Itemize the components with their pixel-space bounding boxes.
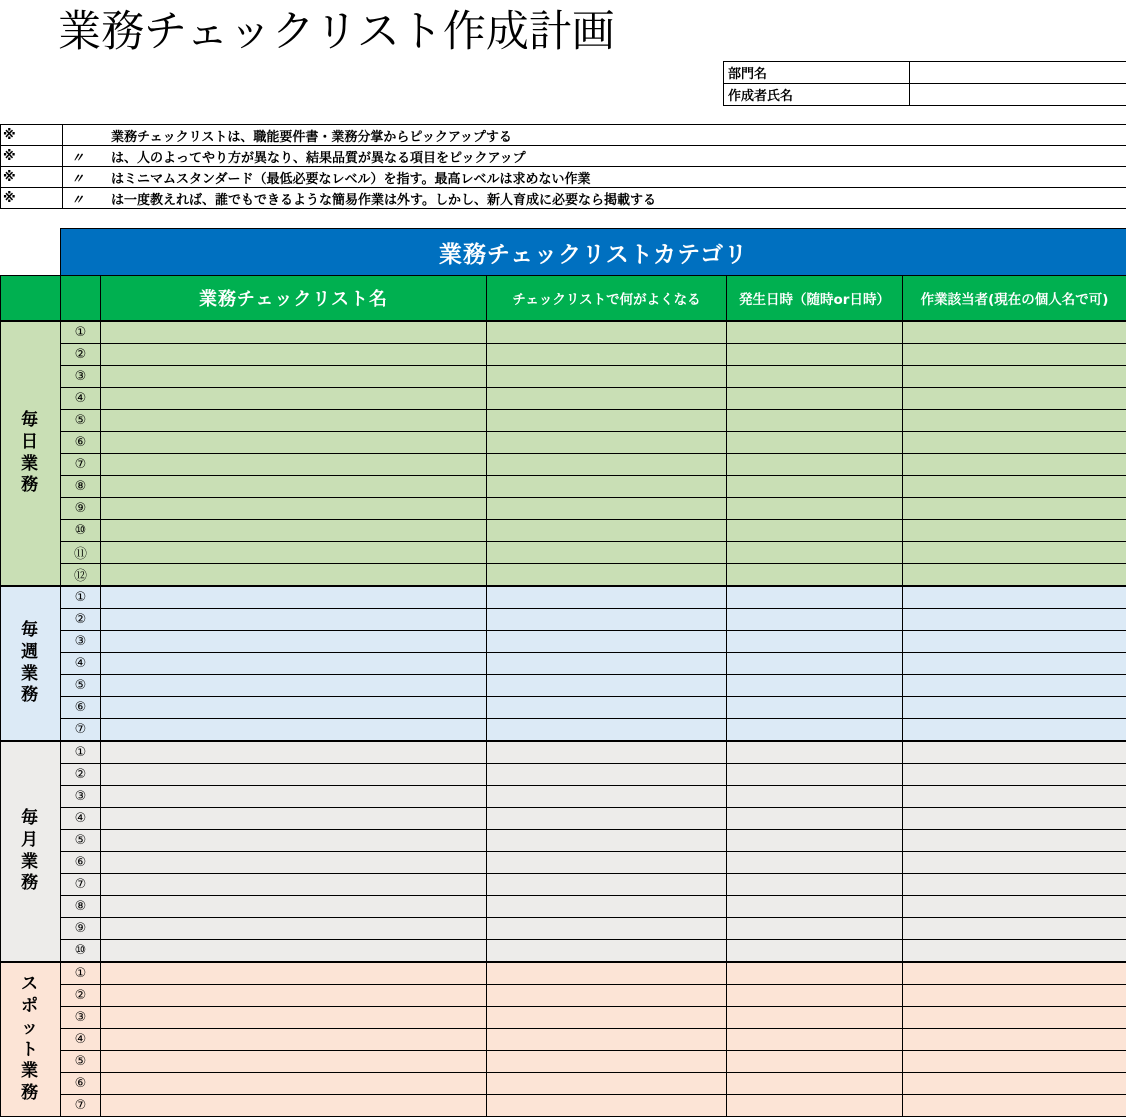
benefit-field[interactable] — [487, 410, 727, 432]
row-number: ⑤ — [61, 830, 101, 852]
checklist-name-field[interactable] — [101, 697, 487, 719]
row-number: ⑧ — [61, 896, 101, 918]
note-ditto: 〃 — [65, 147, 111, 166]
occurrence-field[interactable] — [727, 830, 903, 852]
benefit-field[interactable] — [487, 918, 727, 940]
occurrence-field[interactable] — [727, 896, 903, 918]
benefit-field[interactable] — [487, 432, 727, 454]
benefit-field[interactable] — [487, 940, 727, 963]
occurrence-field[interactable] — [727, 962, 903, 985]
info-row-author — [724, 84, 1126, 106]
benefit-field[interactable] — [487, 896, 727, 918]
section-label-char: 務 — [1, 873, 60, 895]
row-number: ⑨ — [61, 498, 101, 520]
occurrence-field[interactable] — [727, 874, 903, 896]
benefit-field[interactable] — [487, 564, 727, 587]
occurrence-field[interactable] — [727, 1051, 903, 1073]
column-header-row — [1, 276, 1126, 322]
assignee-field[interactable] — [903, 564, 1126, 587]
checklist-row — [1, 1095, 1126, 1117]
checklist-row — [1, 542, 1126, 564]
checklist-row — [1, 719, 1126, 742]
occurrence-field[interactable] — [727, 741, 903, 764]
occurrence-field[interactable] — [727, 432, 903, 454]
checklist-row — [1, 830, 1126, 852]
note-body: は一度教えれば、誰でもできるような簡易作業は外す。しかし、新人育成に必要なら掲載する — [111, 193, 656, 208]
row-number: ④ — [61, 388, 101, 410]
checklist-name-field[interactable] — [101, 852, 487, 874]
row-number: ④ — [61, 1029, 101, 1051]
row-number: ④ — [61, 653, 101, 675]
assignee-field[interactable] — [903, 741, 1126, 764]
row-number: ② — [61, 764, 101, 786]
checklist-row — [1, 631, 1126, 653]
checklist-grid-body — [1, 321, 1126, 1117]
checklist-row — [1, 1073, 1126, 1095]
occurrence-field[interactable] — [727, 697, 903, 719]
benefit-field[interactable] — [487, 808, 727, 830]
benefit-field[interactable] — [487, 498, 727, 520]
assignee-field[interactable] — [903, 764, 1126, 786]
checklist-row — [1, 564, 1126, 587]
department-label: 部門名 — [724, 62, 910, 84]
row-number: ③ — [61, 786, 101, 808]
assignee-field[interactable] — [903, 321, 1126, 344]
assignee-field[interactable] — [903, 388, 1126, 410]
assignee-field[interactable] — [903, 896, 1126, 918]
assignee-field[interactable] — [903, 631, 1126, 653]
checklist-row — [1, 344, 1126, 366]
assignee-field[interactable] — [903, 985, 1126, 1007]
row-number: ⑦ — [61, 719, 101, 742]
note-text — [63, 188, 1126, 209]
checklist-name-field[interactable] — [101, 631, 487, 653]
row-number: ⑥ — [61, 1073, 101, 1095]
occurrence-field[interactable] — [727, 520, 903, 542]
benefit-field[interactable] — [487, 366, 727, 388]
occurrence-field[interactable] — [727, 764, 903, 786]
benefit-field[interactable] — [487, 609, 727, 631]
assignee-field[interactable] — [903, 586, 1126, 609]
assignee-field[interactable] — [903, 432, 1126, 454]
assignee-field[interactable] — [903, 1095, 1126, 1117]
occurrence-field[interactable] — [727, 631, 903, 653]
note-mark: ※ — [1, 146, 63, 167]
occurrence-field[interactable] — [727, 454, 903, 476]
checklist-name-field[interactable] — [101, 719, 487, 742]
occurrence-field[interactable] — [727, 476, 903, 498]
checklist-row — [1, 852, 1126, 874]
checklist-name-field[interactable] — [101, 609, 487, 631]
checklist-name-field[interactable] — [101, 321, 487, 344]
section-label-char: ス — [1, 974, 60, 996]
section-label-char: 務 — [1, 475, 60, 497]
row-number: ③ — [61, 366, 101, 388]
assignee-field[interactable] — [903, 852, 1126, 874]
checklist-row — [1, 808, 1126, 830]
checklist-row — [1, 388, 1126, 410]
checklist-row — [1, 366, 1126, 388]
checklist-row — [1, 609, 1126, 631]
section-label-char: 月 — [1, 830, 60, 852]
assignee-field[interactable] — [903, 520, 1126, 542]
checklist-name-field[interactable] — [101, 653, 487, 675]
benefit-field[interactable] — [487, 321, 727, 344]
band-blank-cell — [1, 229, 61, 276]
checklist-name-field[interactable] — [101, 940, 487, 963]
document-info-body — [724, 62, 1126, 106]
occurrence-field[interactable] — [727, 675, 903, 697]
checklist-name-field[interactable] — [101, 520, 487, 542]
checklist-name-field[interactable] — [101, 432, 487, 454]
checklist-name-field[interactable] — [101, 366, 487, 388]
benefit-field[interactable] — [487, 697, 727, 719]
note-row — [1, 167, 1126, 188]
assignee-field[interactable] — [903, 653, 1126, 675]
row-number: ⑤ — [61, 675, 101, 697]
row-number: ⑤ — [61, 1051, 101, 1073]
benefit-field[interactable] — [487, 388, 727, 410]
checklist-name-field[interactable] — [101, 476, 487, 498]
assignee-field[interactable] — [903, 366, 1126, 388]
row-number: ④ — [61, 808, 101, 830]
department-value-field[interactable] — [910, 62, 1126, 84]
checklist-row — [1, 697, 1126, 719]
row-number: ① — [61, 741, 101, 764]
header-occurrence: 発生日時（随時or日時） — [727, 276, 903, 322]
section-label-char: 毎 — [1, 410, 60, 432]
occurrence-field[interactable] — [727, 366, 903, 388]
checklist-row — [1, 874, 1126, 896]
row-number: ③ — [61, 631, 101, 653]
checklist-name-field[interactable] — [101, 1073, 487, 1095]
checklist-name-field[interactable] — [101, 1051, 487, 1073]
document-info-box — [723, 61, 1126, 106]
occurrence-field[interactable] — [727, 1029, 903, 1051]
checklist-row — [1, 675, 1126, 697]
checklist-name-field[interactable] — [101, 764, 487, 786]
assignee-field[interactable] — [903, 410, 1126, 432]
checklist-name-field[interactable] — [101, 454, 487, 476]
assignee-field[interactable] — [903, 498, 1126, 520]
benefit-field[interactable] — [487, 520, 727, 542]
assignee-field[interactable] — [903, 344, 1126, 366]
benefit-field[interactable] — [487, 344, 727, 366]
checklist-row — [1, 962, 1126, 985]
assignee-field[interactable] — [903, 874, 1126, 896]
note-row — [1, 125, 1126, 146]
note-row — [1, 188, 1126, 209]
checklist-row — [1, 764, 1126, 786]
checklist-name-field[interactable] — [101, 564, 487, 587]
checklist-row — [1, 1007, 1126, 1029]
row-number: ⑦ — [61, 874, 101, 896]
checklist-name-field[interactable] — [101, 786, 487, 808]
checklist-name-field[interactable] — [101, 985, 487, 1007]
note-body: はミニマムスタンダード（最低必要なレベル）を指す。最高レベルは求めない作業 — [111, 172, 590, 187]
header-assignee: 作業該当者(現在の個人名で可) — [903, 276, 1126, 322]
checklist-row — [1, 498, 1126, 520]
row-number: ⑫ — [61, 564, 101, 587]
checklist-name-field[interactable] — [101, 1095, 487, 1117]
benefit-field[interactable] — [487, 1029, 727, 1051]
section-label-char: 業 — [1, 454, 60, 476]
header-category-corner — [1, 276, 61, 322]
notes-table — [0, 124, 1126, 209]
assignee-field[interactable] — [903, 1007, 1126, 1029]
note-body: は、人のよってやり方が異なり、結果品質が異なる項目をピックアップ — [111, 151, 526, 166]
occurrence-field[interactable] — [727, 985, 903, 1007]
row-number: ① — [61, 586, 101, 609]
section-label-char: 毎 — [1, 620, 60, 642]
section-label-char: 業 — [1, 664, 60, 686]
note-mark: ※ — [1, 125, 63, 146]
checklist-row — [1, 520, 1126, 542]
section-label-char: 務 — [1, 685, 60, 707]
benefit-field[interactable] — [487, 586, 727, 609]
section-label-4 — [1, 962, 61, 1117]
row-number: ③ — [61, 1007, 101, 1029]
benefit-field[interactable] — [487, 962, 727, 985]
section-label-char: ッ — [1, 1018, 60, 1040]
row-number: ⑩ — [61, 520, 101, 542]
benefit-field[interactable] — [487, 542, 727, 564]
checklist-name-field[interactable] — [101, 918, 487, 940]
checklist-row — [1, 896, 1126, 918]
checklist-row — [1, 940, 1126, 963]
category-band-row — [1, 229, 1126, 276]
checklist-row — [1, 454, 1126, 476]
checklist-row — [1, 653, 1126, 675]
note-text — [63, 167, 1126, 188]
benefit-field[interactable] — [487, 1051, 727, 1073]
occurrence-field[interactable] — [727, 786, 903, 808]
section-label-2 — [1, 586, 61, 741]
header-benefit: チェックリストで何がよくなる — [487, 276, 727, 322]
note-ditto: 〃 — [65, 168, 111, 187]
info-row-department — [724, 62, 1126, 84]
checklist-row — [1, 1051, 1126, 1073]
occurrence-field[interactable] — [727, 852, 903, 874]
benefit-field[interactable] — [487, 653, 727, 675]
assignee-field[interactable] — [903, 1029, 1126, 1051]
occurrence-field[interactable] — [727, 1007, 903, 1029]
note-row — [1, 146, 1126, 167]
row-number: ⑤ — [61, 410, 101, 432]
benefit-field[interactable] — [487, 675, 727, 697]
occurrence-field[interactable] — [727, 808, 903, 830]
checklist-row — [1, 985, 1126, 1007]
row-number: ⑥ — [61, 852, 101, 874]
benefit-field[interactable] — [487, 852, 727, 874]
occurrence-field[interactable] — [727, 1073, 903, 1095]
checklist-row — [1, 321, 1126, 344]
assignee-field[interactable] — [903, 675, 1126, 697]
row-number: ⑥ — [61, 697, 101, 719]
occurrence-field[interactable] — [727, 542, 903, 564]
section-label-char: ト — [1, 1040, 60, 1062]
row-number: ⑦ — [61, 454, 101, 476]
author-label: 作成者氏名 — [724, 84, 910, 106]
assignee-field[interactable] — [903, 454, 1126, 476]
occurrence-field[interactable] — [727, 719, 903, 742]
checklist-name-field[interactable] — [101, 962, 487, 985]
checklist-name-field[interactable] — [101, 874, 487, 896]
section-label-1 — [1, 321, 61, 586]
assignee-field[interactable] — [903, 830, 1126, 852]
checklist-name-field[interactable] — [101, 410, 487, 432]
benefit-field[interactable] — [487, 631, 727, 653]
benefit-field[interactable] — [487, 741, 727, 764]
note-mark: ※ — [1, 188, 63, 209]
page-title: 業務チェックリスト作成計画 — [58, 11, 615, 54]
row-number: ② — [61, 609, 101, 631]
benefit-field[interactable] — [487, 1095, 727, 1117]
benefit-field[interactable] — [487, 874, 727, 896]
occurrence-field[interactable] — [727, 918, 903, 940]
assignee-field[interactable] — [903, 1073, 1126, 1095]
occurrence-field[interactable] — [727, 940, 903, 963]
checklist-name-field[interactable] — [101, 542, 487, 564]
checklist-row — [1, 741, 1126, 764]
assignee-field[interactable] — [903, 962, 1126, 985]
assignee-field[interactable] — [903, 786, 1126, 808]
section-label-char: ポ — [1, 996, 60, 1018]
checklist-row — [1, 918, 1126, 940]
note-mark: ※ — [1, 167, 63, 188]
checklist-name-field[interactable] — [101, 896, 487, 918]
section-label-3 — [1, 741, 61, 962]
checklist-name-field[interactable] — [101, 1007, 487, 1029]
author-value-field[interactable] — [910, 84, 1126, 106]
occurrence-field[interactable] — [727, 653, 903, 675]
occurrence-field[interactable] — [727, 1095, 903, 1117]
note-ditto: 〃 — [65, 189, 111, 208]
section-label-char: 毎 — [1, 808, 60, 830]
checklist-name-field[interactable] — [101, 344, 487, 366]
checklist-row — [1, 432, 1126, 454]
benefit-field[interactable] — [487, 719, 727, 742]
notes-body — [1, 125, 1126, 209]
assignee-field[interactable] — [903, 476, 1126, 498]
occurrence-field[interactable] — [727, 586, 903, 609]
checklist-row — [1, 1029, 1126, 1051]
checklist-name-field[interactable] — [101, 741, 487, 764]
checklist-name-field[interactable] — [101, 388, 487, 410]
assignee-field[interactable] — [903, 918, 1126, 940]
row-number: ⑩ — [61, 940, 101, 963]
row-number: ② — [61, 985, 101, 1007]
checklist-name-field[interactable] — [101, 830, 487, 852]
occurrence-field[interactable] — [727, 321, 903, 344]
checklist-name-field[interactable] — [101, 808, 487, 830]
section-label-char: 日 — [1, 432, 60, 454]
note-text — [63, 125, 1126, 146]
header-checklist-name: 業務チェックリスト名 — [101, 276, 487, 322]
checklist-row — [1, 476, 1126, 498]
benefit-field[interactable] — [487, 786, 727, 808]
checklist-name-field[interactable] — [101, 586, 487, 609]
checklist-row — [1, 410, 1126, 432]
section-label-char: 業 — [1, 852, 60, 874]
checklist-name-field[interactable] — [101, 675, 487, 697]
row-number: ⑧ — [61, 476, 101, 498]
occurrence-field[interactable] — [727, 498, 903, 520]
title-bar — [58, 4, 758, 60]
checklist-grid — [0, 228, 1126, 1117]
row-number: ① — [61, 321, 101, 344]
header-number-corner — [61, 276, 101, 322]
assignee-field[interactable] — [903, 609, 1126, 631]
section-label-char: 週 — [1, 642, 60, 664]
assignee-field[interactable] — [903, 940, 1126, 963]
row-number: ⑪ — [61, 542, 101, 564]
row-number: ⑦ — [61, 1095, 101, 1117]
row-number: ② — [61, 344, 101, 366]
assignee-field[interactable] — [903, 697, 1126, 719]
occurrence-field[interactable] — [727, 344, 903, 366]
checklist-name-field[interactable] — [101, 1029, 487, 1051]
checklist-row — [1, 786, 1126, 808]
benefit-field[interactable] — [487, 1007, 727, 1029]
occurrence-field[interactable] — [727, 388, 903, 410]
occurrence-field[interactable] — [727, 564, 903, 587]
note-body: 業務チェックリストは、職能要件書・業務分掌からピックアップする — [111, 130, 512, 145]
section-label-char: 務 — [1, 1083, 60, 1105]
assignee-field[interactable] — [903, 542, 1126, 564]
occurrence-field[interactable] — [727, 410, 903, 432]
category-band-title: 業務チェックリストカテゴリ — [61, 229, 1126, 276]
benefit-field[interactable] — [487, 454, 727, 476]
section-label-char: 業 — [1, 1061, 60, 1083]
checklist-row — [1, 586, 1126, 609]
note-text — [63, 146, 1126, 167]
row-number: ⑨ — [61, 918, 101, 940]
row-number: ① — [61, 962, 101, 985]
benefit-field[interactable] — [487, 764, 727, 786]
assignee-field[interactable] — [903, 808, 1126, 830]
occurrence-field[interactable] — [727, 609, 903, 631]
checklist-grid-head — [1, 229, 1126, 322]
benefit-field[interactable] — [487, 1073, 727, 1095]
row-number: ⑥ — [61, 432, 101, 454]
benefit-field[interactable] — [487, 476, 727, 498]
benefit-field[interactable] — [487, 830, 727, 852]
assignee-field[interactable] — [903, 1051, 1126, 1073]
checklist-name-field[interactable] — [101, 498, 487, 520]
assignee-field[interactable] — [903, 719, 1126, 742]
benefit-field[interactable] — [487, 985, 727, 1007]
